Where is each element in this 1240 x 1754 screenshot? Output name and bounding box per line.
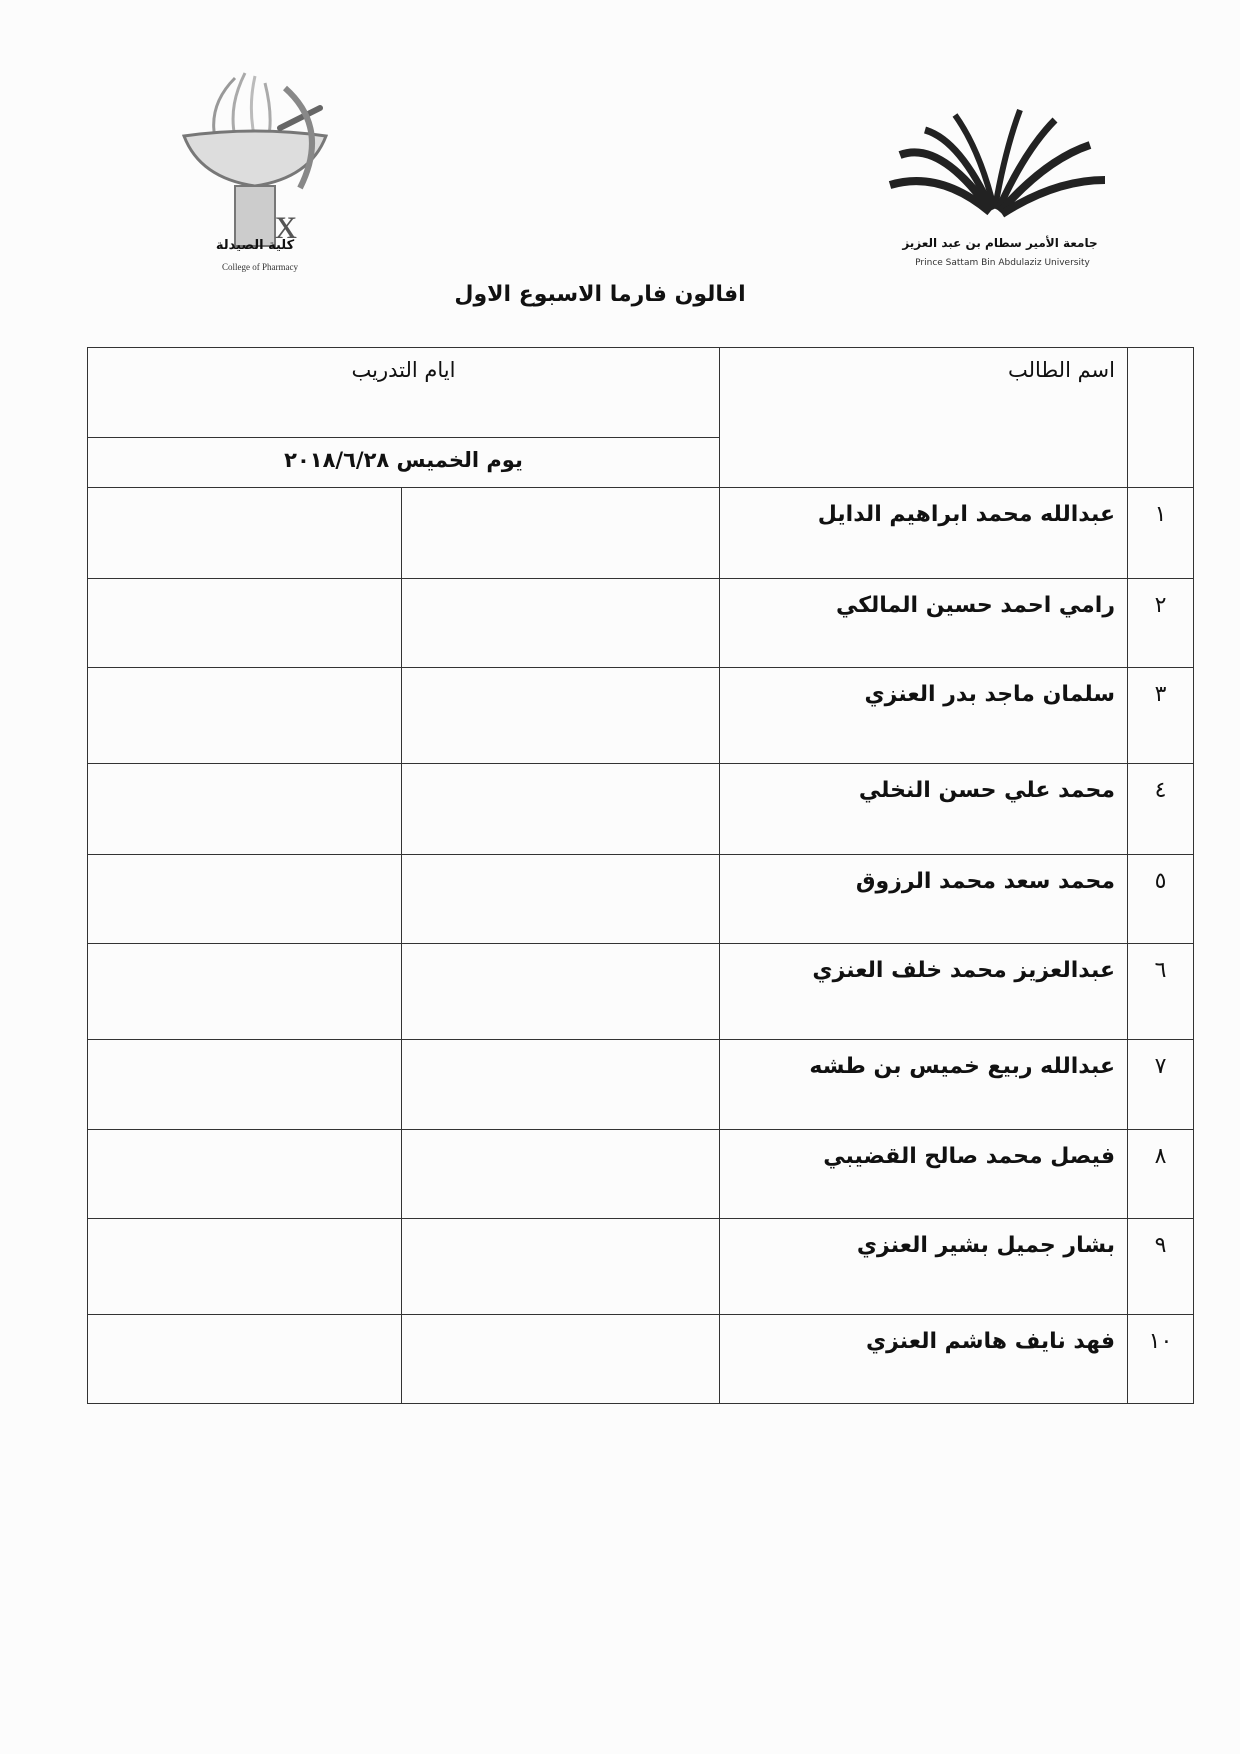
attendance-cell (402, 1040, 720, 1130)
student-name: عبدالله ربيع خميس بن طشه (809, 1054, 1115, 1079)
row-number: ٨ (1154, 1144, 1167, 1169)
table-header-row (88, 348, 1194, 438)
table-row (88, 944, 1194, 1040)
table-row (88, 1219, 1194, 1315)
student-name: عبدالعزيز محمد خلف العنزي (812, 958, 1115, 983)
row-number: ١ (1154, 502, 1167, 527)
attendance-cell (402, 764, 720, 855)
row-number: ٥ (1154, 869, 1167, 894)
attendance-cell (88, 1315, 402, 1404)
attendance-cell (402, 668, 720, 764)
attendance-cell (402, 579, 720, 668)
row-number: ٧ (1154, 1054, 1167, 1079)
table-row (88, 1315, 1194, 1404)
row-number: ٦ (1154, 958, 1167, 983)
header-student-name-cell (720, 348, 1128, 488)
attendance-cell (402, 488, 720, 579)
university-caption-ar: جامعة الأمير سطام بن عبد العزيز (902, 236, 1098, 250)
student-name: رامي احمد حسين المالكي (835, 593, 1115, 618)
row-number: ٤ (1154, 778, 1167, 803)
page-title: افالون فارما الاسبوع الاول (454, 282, 746, 307)
university-book-icon (880, 100, 1110, 280)
training-days-header: ايام التدريب (351, 358, 456, 382)
header-date-cell (88, 438, 720, 488)
row-number: ٢ (1154, 593, 1167, 618)
student-roster-table (87, 347, 1194, 1404)
student-name: فيصل محمد صالح القضيبي (823, 1144, 1115, 1169)
student-name: عبدالله محمد ابراهيم الدايل (817, 502, 1115, 527)
attendance-cell (88, 579, 402, 668)
date-header: يوم الخميس ٢٠١٨/٦/٢٨ (284, 448, 523, 472)
student-name: سلمان ماجد بدر العنزي (864, 682, 1115, 707)
attendance-cell (88, 855, 402, 944)
attendance-cell (88, 488, 402, 579)
student-name: محمد سعد محمد الرزوق (855, 869, 1115, 894)
row-number: ٩ (1154, 1233, 1167, 1258)
attendance-cell (402, 1219, 720, 1315)
attendance-cell (402, 1130, 720, 1219)
attendance-cell (402, 1315, 720, 1404)
attendance-cell (88, 1040, 402, 1130)
attendance-cell (88, 1130, 402, 1219)
svg-text:x: x (275, 199, 297, 248)
pharmacy-college-caption-en: College of Pharmacy (222, 262, 298, 272)
attendance-cell (88, 944, 402, 1040)
student-name-header: اسم الطالب (1008, 358, 1115, 382)
table-row (88, 1130, 1194, 1219)
attendance-cell (402, 944, 720, 1040)
row-number: ١٠ (1148, 1329, 1173, 1354)
pharmacy-college-caption-ar: كلية الصيدلة (215, 238, 295, 253)
row-number: ٣ (1154, 682, 1167, 707)
table-row (88, 668, 1194, 764)
header-number-cell (1128, 348, 1194, 488)
attendance-cell (88, 1219, 402, 1315)
header-training-days-cell (88, 348, 720, 438)
student-name: محمد علي حسن النخلي (858, 778, 1115, 803)
table-row (88, 855, 1194, 944)
attendance-cell (402, 855, 720, 944)
attendance-cell (88, 668, 402, 764)
attendance-cell (88, 764, 402, 855)
student-name: فهد نايف هاشم العنزي (865, 1329, 1115, 1354)
table-row (88, 1040, 1194, 1130)
table-row (88, 488, 1194, 579)
table-row (88, 764, 1194, 855)
table-row (88, 579, 1194, 668)
student-name: بشار جميل بشير العنزي (856, 1233, 1115, 1258)
university-caption-en: Prince Sattam Bin Abdulaziz University (915, 258, 1090, 268)
